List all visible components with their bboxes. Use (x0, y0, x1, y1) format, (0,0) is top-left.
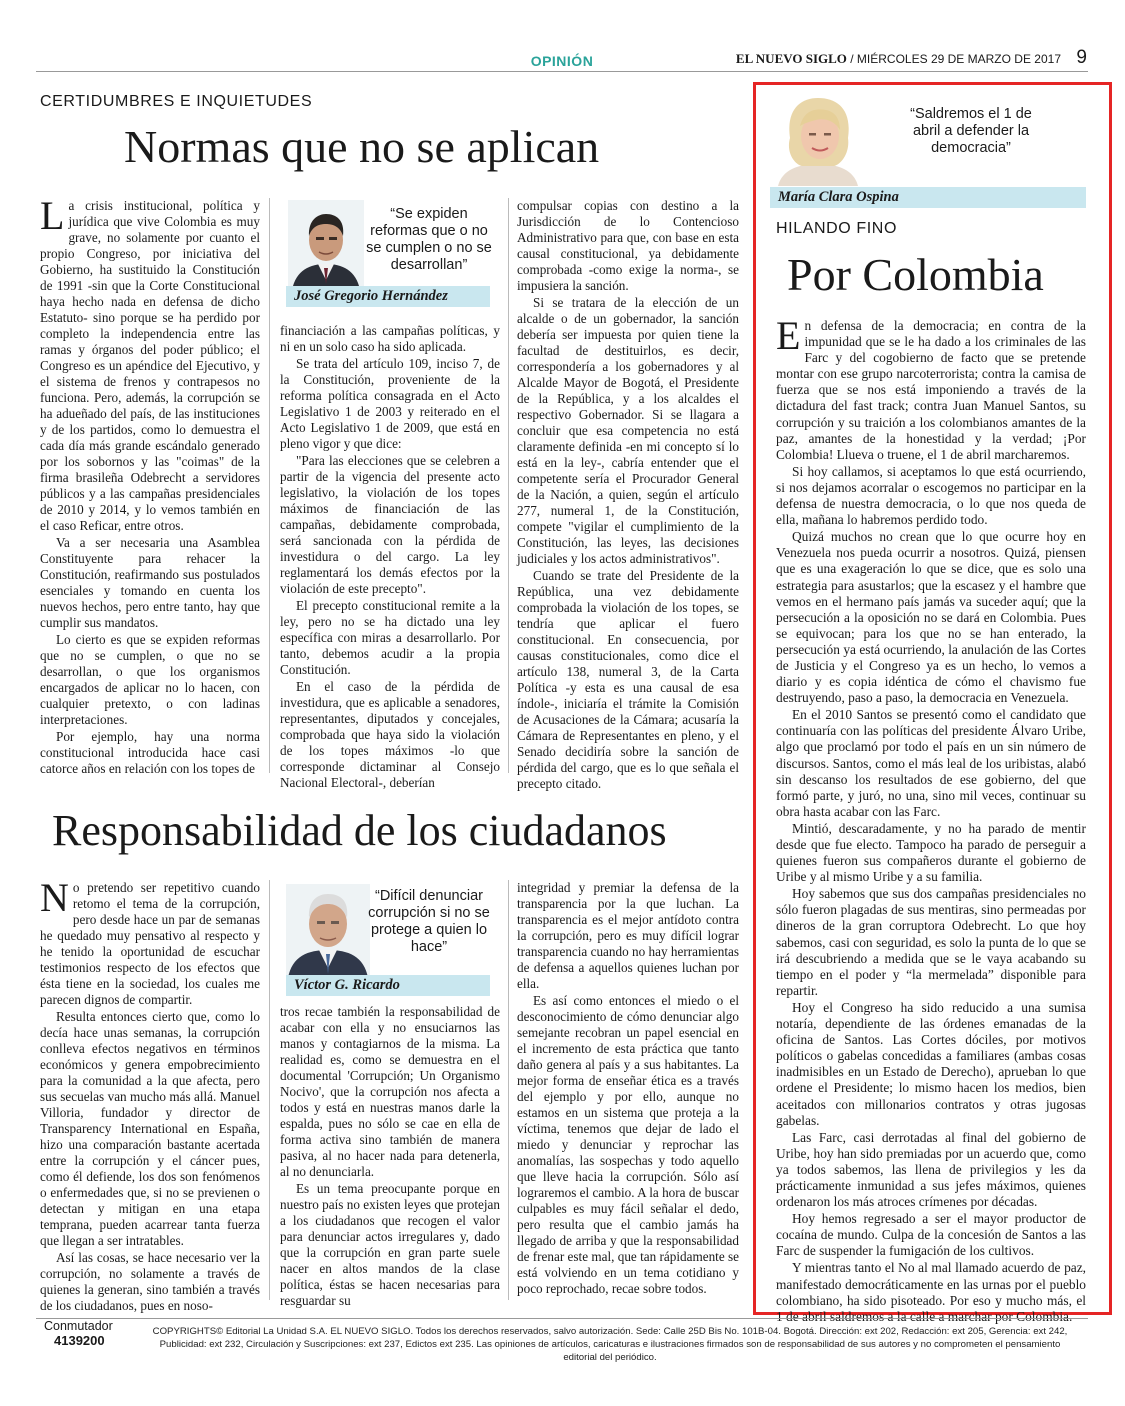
footer-divider (36, 1318, 1088, 1319)
author-box (770, 90, 1090, 208)
article-column: En defensa de la democracia; en contra de la impunidad que se le ha dado a los criminales de las Farc y del cogobierno de facto que se pretende montar con ese grupo narcoterrorista; contra la camisa de fuerza que se nos está imponiendo a través de la dictadura del fast track; contra Juan Manuel Santos, su corrupción y su traición a los colombianos amantes de la paz, amantes de la honestidad y la verdad; ¡Por Colombia! Llueva o truene, el 1 de abril marcharemos. Si hoy callamos, si aceptamos lo que está ocurriendo, si nos dejamos acorralar o escogemos no participar en la defensa de nuestra democracia, o lo que nos queda de ella, mañana lo habremos perdido todo. Quizá muchos no crean que lo que ocurre hoy en Venezuela nos pueda ocurrir a nosotros. Quizá, piensen que es una exageración lo que se dice, que es solo una estrategia para asustarlos; que la escasez y el hambre que vemos en el hermano país jamás va suceder aquí; que la persecución a la oposición no se dará en Colombia. Pues se equivocan; para los que no se han enterado, la persecución ya está ocurriendo, la anulación de las Cortes de Justicia y el Congreso ya es un hecho, lo vemos a diario y es copia idéntica de cómo el chavismo fue destruyendo, paso a paso, la democracia en Venezuela. En el 2010 Santos se presentó como el candidato que continuaría con las políticas del presidente Álvaro Uribe, algo que proclamó por todo el país en un sin número de discursos. Santos, como el más leal de los uribistas, alabó sin descanso los resultados de ese gobierno, del que formó parte, y juró, no una, sino mil veces, continuar su obra hasta acabar con las Farc. Mintió, descaradamente, y no ha parado de mentir desde que fue electo. Tampoco ha parado de perseguir a quienes fueron sus compañeros durante el gobierno de Uribe y al mismo Uribe y a su familia. Hoy sabemos que sus dos campañas presidenciales no sólo fueron plagadas de sus mentiras, sino permeadas por dineros de la gran corruptora Odebrecht. Lo que hoy sabemos, casi con seguridad, es solo la punta de lo que se irá descubriendo a medida que se le vaya acabando su tiempo en el poder y “la mermelada” disponible para repartir. Hoy el Congreso ha sido reducido a una sumisa notaría, dependiente de las órdenes emanadas de la oficina de Santos. Las Cortes dóciles, por motivos políticos o gabelas concedidas a familiares (ambas cosas inadmisibles en un Estado de Derecho), aprueban lo que ordene el Presidente; lo mismo hacen los medios, bien aceitados con millonarios contratos y otras jugosas gabelas. Las Farc, casi derrotadas al final del gobierno de Uribe, hoy han sido premiadas por un acuerdo que, como ya todos sabemos, las llena de privilegios y les da prácticamente inmunidad a sus jefes máximos, quienes ordenaron los más atroces crímenes por décadas. Hoy hemos regresado a ser el mayor productor de cocaína de mundo. Culpa de la concesión de Santos a las Farc de suspender la fumigación de los cultivos. Y mientras tanto el No al mal llamado acuerdo de paz, manifestado democráticamente en las urnas por el pueblo colombiano, ha sido pisoteado. Por eso y mucho más, el 1 de abril saldremos a la calle a marchar por Colombia. (776, 313, 1086, 1324)
paragraph: Cuando se trate del Presidente de la República, una vez debidamente comprobada la violación de los topes, se tendría que aplicar el fuero constitucional. En consecuencia, por causas constitucionales, como dice el artículo 138, numeral 3, de la Carta Política -y esta es una causal de esa índole-, iniciaría el trámite la Comisión de Acusaciones de la Cámara; acusaría la Cámara de Representantes en pleno, y el Senado decidiría sobre la sanción de pérdida del cargo, que es lo que señala el precepto citado. (517, 568, 739, 791)
paragraph: "Para las elecciones que se celebren a partir de la vigencia del presente acto legislativo, la violación de los topes máximos de financiación de las campañas, debidamente comprobada, será sancionada con la pérdida de investidura o del cargo. La ley reglamentará los demás efectos por la violación de este precepto". (280, 453, 500, 596)
article-kicker: HILANDO FINO (776, 220, 897, 237)
paragraph: Por ejemplo, hay una norma constitucional introducida hace casi catorce años en relación con los topes de (40, 729, 260, 776)
newspaper-name: EL NUEVO SIGLO (735, 51, 847, 66)
author-byline: José Gregorio Hernández (286, 286, 490, 307)
column-divider (508, 880, 509, 1300)
paragraph: financiación a las campañas políticas, y ni en un solo caso ha sido aplicada. (280, 323, 500, 354)
article-title: Normas que no se aplican (124, 121, 600, 172)
section-label: OPINIÓN (530, 53, 594, 69)
paragraph: Es así como entonces el miedo o el desconocimiento de cómo denunciar algo semejante recobran un papel esencial en el incremento de esta práctica que tanto daño genera al país y a sus habitantes. La mejor forma de enseñar ética es a través del ejemplo y por ello, aunque no estamos en un sistema que proteja a la víctima, tenemos que dejar de lado el miedo y denunciar y reprochar las anomalías, las sospechas y todo aquello que lleve hacia la corrupción. Sólo así lograremos el cambio. A la hora de buscar culpables es muy fácil señalar el dedo, pero resulta que el cambio jamás ha llegado de arriba y que la responsabilidad de frenar este mal, que tan rápidamente se está volviendo en un tema cotidiano y poco reprochado, recae sobre todos. (517, 993, 739, 1296)
author-box (280, 878, 500, 1000)
drop-cap: E (776, 313, 801, 358)
column-divider (269, 198, 270, 773)
paragraph: Resulta entonces cierto que, como lo decía hace unas semanas, la corrupción conlleva efectos negativos en términos económicos y genera empobrecimiento para la comunidad a la que afecta, pero sus secuelas van mucho más allá. Manuel Villoria, fundador y director de Transparency International en España, hizo una comparación bastante acertada entre la corrupción y el cáncer pues, como él defiende, los dos son fenómenos o enfermedades que, si no se previenen o detectan y mitigan en una etapa temprana, pueden acarrear tanta fuerza que llegan a ser intratables. (40, 1009, 260, 1248)
paragraph: Quizá muchos no crean que lo que ocurre hoy en Venezuela nos pueda ocurrir a nosotros. Quizá, piensen que es una exageración lo que se dice, que es solo una estrategia para asustarlos; que la escasez y el hambre que vemos en el hermano país jamás va suceder aquí; que la persecución a la oposición no se dará en Colombia. Pues se equivocan; para los que no se han enterado, la persecución ya está ocurriendo, la anulación de las Cortes de Justicia y el Congreso ya es un hecho, lo vemos a diario y es copia idéntica de cómo el chavismo fue destruyendo, paso a paso, la democracia en Venezuela. (776, 529, 1086, 706)
article-column (280, 323, 500, 790)
drop-cap: N (40, 875, 69, 920)
paragraph: En el 2010 Santos se presentó como el candidato que continuaría con las políticas del presidente Álvaro Uribe, algo que proclamó por todo el país en un sin número de discursos. Santos, como el más leal de los uribistas, alabó sin descanso los resultados de ese gobierno, del que formó parte, y juró, no una, sino mil veces, continuar su obra hasta acabar con las Farc. (776, 707, 1086, 819)
paragraph: Se trata del artículo 109, inciso 7, de la Constitución, proveniente de la reforma política consagrada en el Acto Legislativo 1 de 2003 y reiterado en el Acto Legislativo 1 de 2009, que está en pleno vigor y que dice: (280, 356, 500, 451)
paragraph: El precepto constitucional remite a la ley, pero no se ha dictado una ley específica con miras a desarrollarlo. Por tanto, debemos acudir a la propia Constitución. (280, 598, 500, 677)
switchboard-label: Conmutador (44, 1319, 113, 1333)
pull-quote: “Difícil denunciar corrupción si no se protege a quien lo hace” (368, 888, 490, 955)
paragraph: Hoy sabemos que sus dos campañas presidenciales no sólo fueron plagadas de sus mentiras, sino permeadas por dineros de la gran corruptora Odebrecht. Lo que hoy sabemos, casi con seguridad, es solo la punta de lo que se irá descubriendo a medida que se le vaya acabando su tiempo en el poder y “la mermelada” disponible para repartir. (776, 886, 1086, 998)
paragraph: Hoy hemos regresado a ser el mayor productor de cocaína de mundo. Culpa de la concesión de Santos a las Farc de suspender la fumigación de los cultivos. (776, 1211, 1086, 1259)
page-number: 9 (1076, 47, 1087, 68)
paragraph: Es un tema preocupante porque en nuestro país no existen leyes que protejan a los ciudadanos que recogen el valor para denunciar actos irregulares y, dado que la corrupción en gran parte suele nacer en altos mandos de la clase política, éstas se hacen necesarias para resguardar su (280, 1181, 500, 1308)
pull-quote: “Saldremos el 1 de abril a defender la democracia” (910, 106, 1032, 156)
masthead (736, 51, 1061, 67)
article-kicker: CERTIDUMBRES E INQUIETUDES (40, 93, 313, 110)
article-column: La crisis institucional, política y jurídica que vive Colombia es muy grave, no solamente por cuanto el propio Congreso, por iniciativa del Gobierno, ha sustituido la Constitución de 1991 -sin que la Corte Constitucional haya hecho nada en defensa de dicho Estatuto- sino porque se ha perdido por completo la independencia entre las ramas y órganos del poder público; el Congreso es un apéndice del Ejecutivo, y el sistema de frenos y contrapesos no funciona. Pero, además, la corrupción se ha adueñado del país, de las instituciones y de los partidos, como lo demuestra el cada día más grande escándalo generado por los sobornos y las "coimas" de la firma brasileña Odebrecht a servidores públicos y a las campañas presidenciales de 2010 y 2014, y lo vemos también en el caso Reficar, entre otros. Va a ser necesaria una Asamblea Constituyente para rehacer la Constitución, reafirmando sus postulados esenciales y tomando en cuenta los nuevos hechos, pero entre tanto, hay que cumplir sus mandatos. Lo cierto es que se expiden reformas que no se cumplen, o que no se desarrollan, o que los organismos encargados de aplicar no lo hacen, con cualquier pretexto, o con ladinas interpretaciones. Por ejemplo, hay una norma constitucional introducida hace casi catorce años en relación con los topes de (40, 193, 260, 776)
column-divider (508, 198, 509, 773)
drop-cap: L (40, 193, 65, 238)
paragraph: Va a ser necesaria una Asamblea Constituyente para rehacer la Constitución, reafirmando sus postulados esenciales y tomando en cuenta los nuevos hechos, pero entre tanto, hay que cumplir sus mandatos. (40, 535, 260, 630)
pull-quote: “Se expiden reformas que o no se cumplen o no se desarrollan” (366, 206, 492, 273)
paragraph: Lo cierto es que se expiden reformas que no se cumplen, o que no se desarrollan, o que los organismos encargados de aplicar no lo hacen, con cualquier pretexto, o con ladinas interpretaciones. (40, 632, 260, 727)
paragraph: Mintió, descaradamente, y no ha parado de mentir desde que fue electo. Tampoco ha parado de perseguir a quienes fueron sus compañeros durante el gobierno de Uribe y al mismo Uribe y a su familia. (776, 820, 1086, 885)
article-column: No pretendo ser repetitivo cuando retomo el tema de la corrupción, pero desde hace un par de semanas he quedado muy pensativo al respecto y he tenido la oportunidad de escuchar testimonios respecto de los efectos que ésta tiene en la sociedad, los cuales me parecen dignos de compartir. Resulta entonces cierto que, como lo decía hace unas semanas, la corrupción conlleva efectos negativos en términos económicos y genera empobrecimiento para la comunidad a la que afecta, pero sus secuelas van mucho más allá. Manuel Villoria, fundador y director de Transparency International en España, hizo una comparación bastante acertada entre la corrupción y el cáncer pues, como él defiende, los dos son fenómenos o enfermedades que, si no se previenen o detectan y mitigan en una etapa temprana, pueden acarrear tanta fuerza que llegan a ser intratables. Así las cosas, se hace necesario ver la corrupción, no solamente a través de quienes la generan, sino también a través de los ciudadanos, pues en noso- (40, 875, 260, 1313)
author-box (280, 196, 500, 306)
author-portrait (288, 200, 364, 290)
paragraph: tros recae también la responsabilidad de acabar con ella y no ensuciarnos las manos y contagiarnos de la misma. La realidad es, como se demuestra en el documental 'Corrupción; Un Organismo Nocivo', que la corrupción nos afecta a todos y está en nuestras manos darle la espalda, pues no sólo se cae en ella de forma activa sino también de manera pasiva, al no hacer nada para detenerla, al no denunciarla. (280, 1004, 500, 1179)
switchboard-number: 4139200 (54, 1333, 105, 1348)
copyright-notice: COPYRIGHTS© Editorial La Unidad S.A. EL NUEVO SIGLO. Todos los derechos reservados, salvo autorización. Sede: Calle 25D Bis No. 101B-04. Bogotá. Dirección: ext 202, Redacción: ext 205, Gerencia: ext 242, Publicidad: ext 232, Circulación y Suscripciones: ext 237, Edictos ext 235. Las opiniones de artículos, caricaturas e ilustraciones firmados son de responsabilidad de sus autores y no comprometen el pensamiento editorial del periódico. (152, 1326, 1068, 1363)
paragraph: En el caso de la pérdida de investidura, que es aplicable a senadores, representantes, diputados y concejales, comprobada que haya sido la violación de los topes máximos -lo que corresponde dictaminar al Consejo Nacional Electoral-, deberían (280, 679, 500, 790)
paragraph: Si hoy callamos, si aceptamos lo que está ocurriendo, si nos dejamos acorralar o escogemos no participar en la defensa de nuestra democracia, o lo que nos queda de ella, mañana lo habremos perdido todo. (776, 463, 1086, 528)
author-portrait (286, 884, 370, 978)
paragraph: Si se tratara de la elección de un alcalde o de un gobernador, la sanción debería ser impuesta por quien tiene la facultad de destituirlos, es decir, correspondería a los gobernadores y al Alcalde Mayor de Bogotá, el Presidente de la República, y a los alcaldes el respectivo Gobernador. Si se llagara a concluir que esa competencia no está claramente definida -en mi concepto sí lo está en la ley-, cabría entender que el competente sería el Procurador General de la Nación, a quien, según el artículo 277, numeral 1, de la Constitución, compete "vigilar el cumplimiento de la Constitución, las leyes, las decisiones judiciales y los actos administrativos". (517, 295, 739, 566)
article-title: Responsabilidad de los ciudadanos (52, 806, 667, 855)
article-column (517, 198, 739, 791)
article-title: Por Colombia (787, 249, 1044, 300)
author-byline: Víctor G. Ricardo (286, 975, 490, 996)
article-column (517, 880, 739, 1305)
author-portrait (770, 90, 866, 186)
issue-date: / MIÉRCOLES 29 DE MARZO DE 2017 (850, 52, 1061, 66)
column-divider (269, 880, 270, 1300)
paragraph: Hoy el Congreso ha sido reducido a una sumisa notaría, dependiente de las órdenes emanadas de la oficina de Santos. Las Cortes dóciles, por motivos políticos o gabelas concedidas a familiares (ambas cosas inadmisibles en un Estado de Derecho), aprueban lo que ordene el Presidente; lo mismo hacen los medios, bien aceitados con millonarios contratos y otras jugosas gabelas. (776, 999, 1086, 1128)
paragraph: compulsar copias con destino a la Jurisdicción de lo Contencioso Administrativo para que, con base en esta causal constitucional, ya debidamente comprobada -como exige la norma-, se impusiera la sanción. (517, 198, 739, 293)
header-divider (36, 71, 1088, 72)
article-column (280, 1004, 500, 1308)
paragraph: integridad y premiar la defensa de la transparencia por la que luchan. La transparencia es el mejor antídoto contra la corrupción, pero es muy difícil lograr transparencia cuando no hay herramientas de defensa a aquellos quienes luchan por ella. (517, 880, 739, 991)
paragraph: Y mientras tanto el No al mal llamado acuerdo de paz, manifestado democráticamente en las urnas por el pueblo colombiano, ha sido pisoteado. Por eso y mucho más, el 1 de abril saldremos a la calle a marchar por Colombia. (776, 1260, 1086, 1324)
paragraph: Las Farc, casi derrotadas al final del gobierno de Uribe, hoy han sido premiadas por un acuerdo que, como ya todos sabemos, las llena de privilegios y les da prácticamente inmunidad a sus jefes máximos, quienes ordenaron los más atroces crímenes por décadas. (776, 1129, 1086, 1210)
author-byline: María Clara Ospina (770, 187, 1086, 208)
paragraph: Así las cosas, se hace necesario ver la corrupción, no solamente a través de quienes la generan, sino también a través de los ciudadanos, pues en noso- (40, 1250, 260, 1313)
